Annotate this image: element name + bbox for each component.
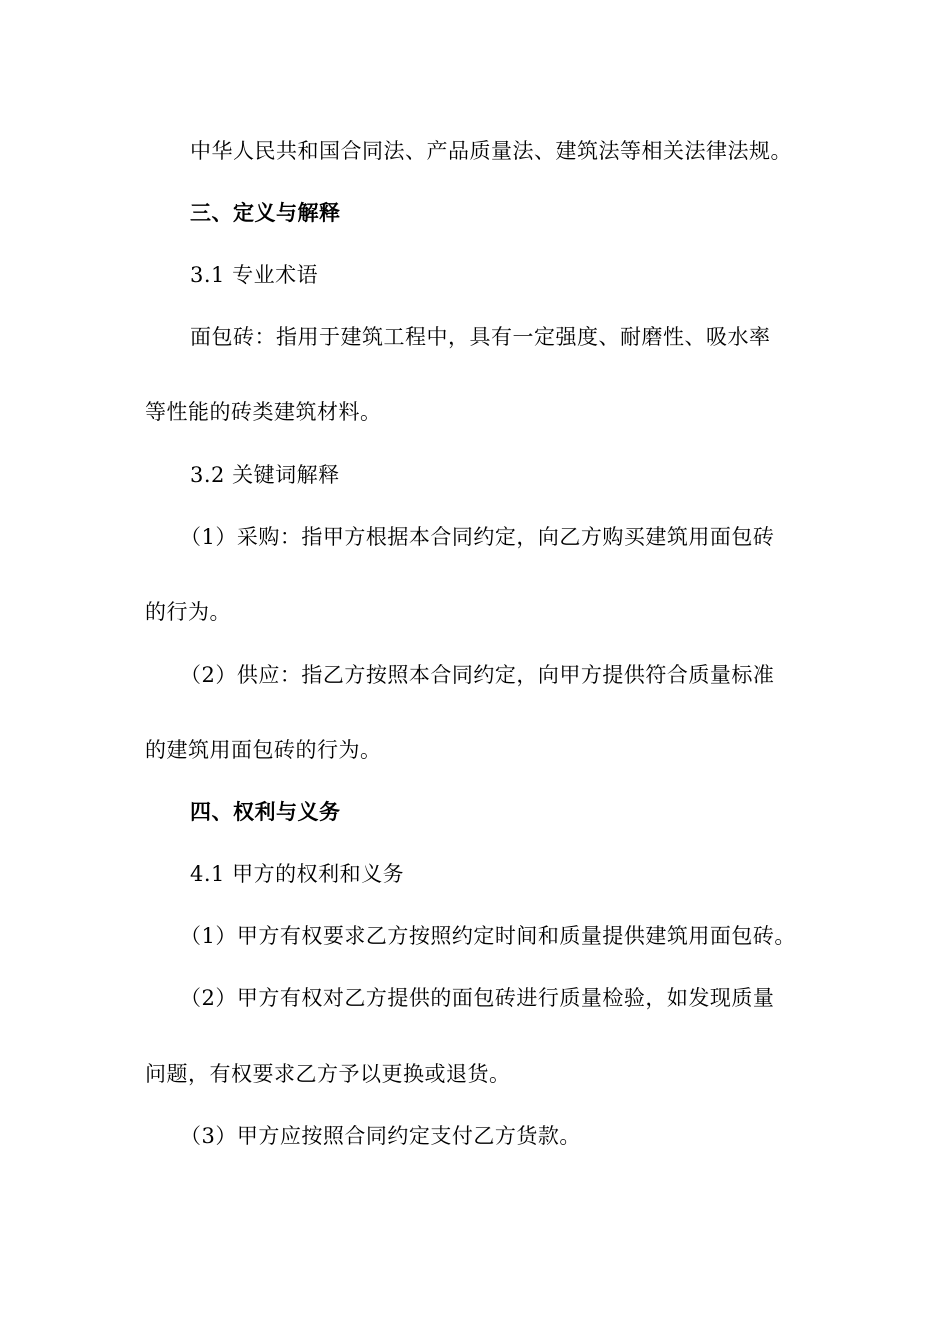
paragraph-line: 的建筑用面包砖的行为。 [145,738,382,762]
paragraph-line: 问题，有权要求乙方予以更换或退货。 [145,1062,511,1086]
paragraph-line: （1）甲方有权要求乙方按照约定时间和质量提供建筑用面包砖。 [180,924,796,948]
subsection-heading-keywords: 3.2 关键词解释 [190,463,340,487]
paragraph-line: （3）甲方应按照合同约定支付乙方货款。 [180,1124,581,1148]
paragraph-line: （2）供应：指乙方按照本合同约定，向甲方提供符合质量标准 [180,663,775,687]
paragraph-line: 面包砖：指用于建筑工程中，具有一定强度、耐磨性、吸水率 [190,325,771,349]
subsection-heading-terms: 3.1 专业术语 [190,263,319,287]
legal-basis-text: 中华人民共和国合同法、产品质量法、建筑法等相关法律法规。 [190,139,792,163]
section-heading-rights: 四、权利与义务 [190,799,341,824]
paragraph-line: （2）甲方有权对乙方提供的面包砖进行质量检验，如发现质量 [180,986,775,1010]
paragraph-line: 的行为。 [145,600,231,624]
paragraph-line: 等性能的砖类建筑材料。 [145,400,382,424]
paragraph-line: （1）采购：指甲方根据本合同约定，向乙方购买建筑用面包砖 [180,525,775,549]
section-heading-definitions: 三、定义与解释 [190,200,341,225]
subsection-heading-party-a: 4.1 甲方的权利和义务 [190,862,405,886]
